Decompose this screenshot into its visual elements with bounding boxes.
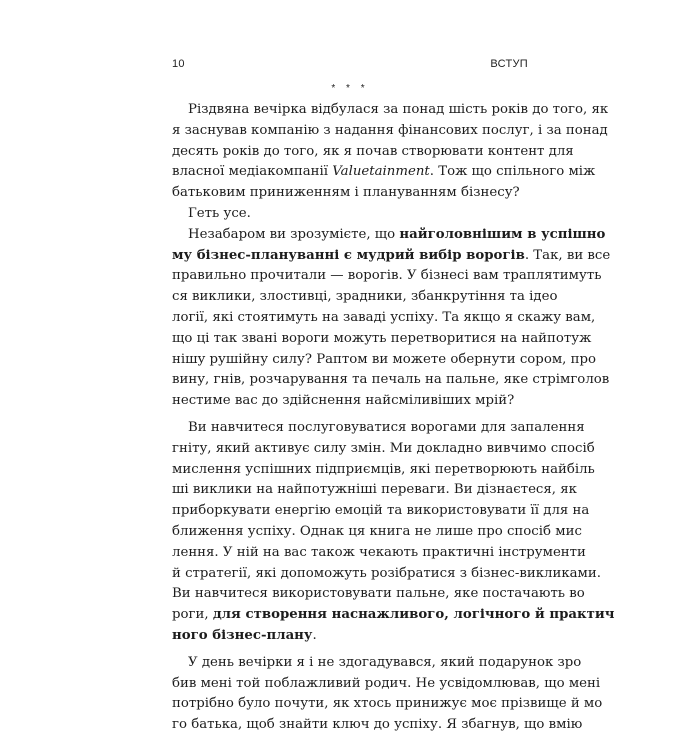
text-segment: нішу рушійну силу? Раптом ви можете обернути сором, про [172,351,597,367]
text-segment: я заснував компанію з надання фінансових послуг, і за понад [172,122,608,138]
text-segment: приборкувати енергію емоцій та використовувати її для на [172,503,590,519]
running-head: ВСТУП [490,58,528,70]
text-segment: ші виклики на найпотужніші переваги. Ви дізнаєтеся, як [172,482,577,498]
text-segment: потрібно було почути, як хтось принижує моє прізвище й мо [172,696,603,712]
italic-text: Valuetainment [332,164,430,180]
text-segment: мислення успішних підприємців, які перетворюють найбіль [172,461,595,477]
text-line [172,246,611,267]
text-line [172,418,585,439]
text-line [172,162,596,183]
text-segment: й стратегії, які допоможуть розібратися з бізнес-викликами. [172,565,601,581]
section-divider: * * * [331,83,369,94]
text-segment: гніту, який активує силу змін. Ми докладно вивчимо спосіб [172,440,595,456]
text-line [172,626,528,647]
text-segment: ближення успіху. Однак ця книга не лише про спосіб мис [172,523,582,539]
text-line [172,225,606,246]
text-segment: логії, які стоятимуть на заваді успіху. Та якщо я скажу вам, [172,309,596,325]
text-segment: Різдвяна вечірка відбулася за понад шість років до того, як [188,102,609,117]
text-line [172,204,528,225]
text-segment: лення. У ній на вас також чекають практичні інструменти [172,544,586,560]
text-line [172,694,603,715]
text-line [172,564,601,585]
text-segment: що ці так звані вороги можуть перетворитися на найпотуж [172,330,592,346]
text-line [172,653,582,674]
bold-text: для створення наснажливого, логічного й практич [212,607,615,623]
text-line [172,370,610,391]
text-line [172,121,608,142]
page-header [172,58,528,74]
text-line [172,543,586,564]
text-line [172,501,590,522]
text-line [172,480,577,501]
text-segment: . [312,627,317,643]
paragraph [172,225,611,412]
text-line [172,674,601,695]
text-line [172,460,595,481]
text-segment: Ви навчитеся використовувати пальне, яке постачають во [172,586,585,602]
text-segment: . Так, ви все [524,247,611,263]
body-text [172,100,615,736]
text-line [172,584,585,605]
page-number: 10 [172,58,185,70]
text-line [172,522,582,543]
bold-text: найголовнішим в успішно [399,226,606,242]
text-segment: роги, [172,607,213,623]
text-line [172,605,615,626]
text-segment: батьковим приниженням і плануванням бізнесу? [172,185,520,201]
text-line [172,439,595,460]
text-segment: Незабаром ви зрозумієте, що [188,226,400,242]
text-segment: нестиме вас до здійснення найсміливіших мрій? [172,393,515,409]
bold-text: му бізнес-плануванні є мудрий вибір ворогів [172,247,525,263]
text-line [172,100,609,121]
bold-text: ного бізнес-плану [172,627,313,643]
text-segment: У день вечірки я і не здогадувався, який подарунок зро [188,654,582,670]
text-segment: Ви навчитеся послуговуватися ворогами для запалення [188,419,585,435]
text-line [172,142,574,163]
paragraph [172,100,609,204]
text-segment: десять років до того, як я почав створювати контент для [172,143,574,159]
text-line [172,391,528,412]
text-segment: . Тож що спільного між [429,164,596,180]
paragraph [172,204,528,225]
text-segment: ся виклики, злостивці, зрадники, збанкрутіння та ідео [172,289,558,305]
text-line [172,329,592,350]
text-line [172,350,597,371]
paragraph [172,647,603,736]
text-segment: вину, гнів, розчарування та печаль на пальне, яке стрімголов [172,372,610,388]
text-line [172,287,558,308]
text-segment: правильно прочитали — ворогів. У бізнесі вам траплятимуть [172,268,602,284]
text-segment: бив мені той поблажливий родич. Не усвідомлював, що мені [172,675,601,691]
paragraph [172,412,615,647]
text-segment: власної медіакомпанії [172,164,333,180]
text-segment: Геть усе. [188,205,251,221]
text-line [172,183,528,204]
text-line [172,715,583,736]
text-line [172,308,596,329]
text-line [172,266,602,287]
text-segment: го батька, щоб знайти ключ до успіху. Я збагнув, що вмію [172,717,583,733]
